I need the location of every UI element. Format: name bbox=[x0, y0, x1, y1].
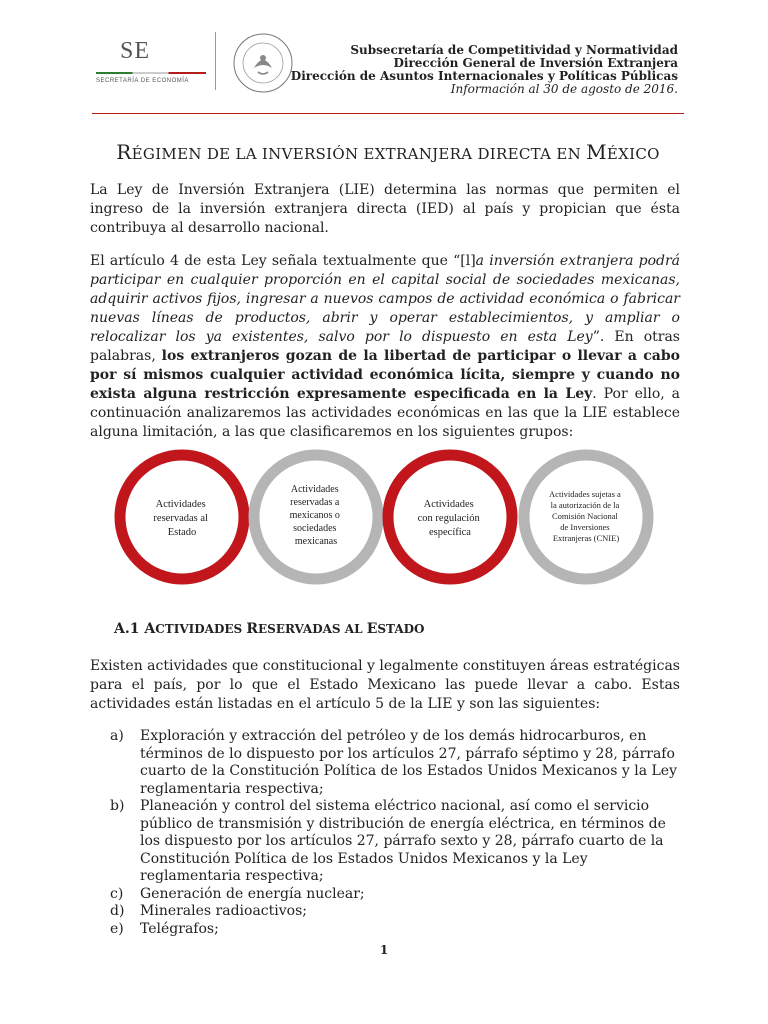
c2-line-5: mexicanas bbox=[294, 536, 338, 547]
list-item bbox=[110, 903, 680, 921]
section-cap-3: E bbox=[366, 621, 378, 637]
svg-text:Actividades reservadas a bbox=[153, 499, 210, 538]
c4-line-2: la autorización de la bbox=[550, 500, 620, 510]
paragraph-strategic-areas: Existen actividades que constitucional y legalmente constituyen áreas estratégicas para el país, por lo que el Estado Mexicano las puede llevar a cabo. Estas actividades están listadas en el artículo 5 de la LIE y son las siguientes: bbox=[90, 658, 680, 712]
header-divider bbox=[215, 32, 216, 90]
list-text: Generación de energía nuclear; bbox=[140, 885, 365, 902]
title-part-1: ÉGIMEN DE LA INVERSIÓN EXTRANJERA DIRECTA EN bbox=[131, 145, 587, 163]
circle-reserved-mexicans bbox=[254, 455, 378, 579]
list-text: Telégrafos; bbox=[140, 920, 219, 937]
reserved-activities-list bbox=[110, 728, 680, 938]
c2-line-3: mexicanos o bbox=[289, 510, 340, 521]
c3-line-2: con regulación bbox=[417, 513, 480, 524]
c4-line-4: de Inversiones bbox=[560, 522, 610, 532]
p2-end: . Por ello, a continuación analizaremos las actividades económicas en las que la LIE establece alguna limitación, a las que clasificaremos en los siguientes grupos: bbox=[90, 386, 680, 440]
title-cap-1: R bbox=[116, 140, 132, 164]
circle-reserved-state bbox=[120, 455, 244, 579]
header-line-2: Dirección General de Inversión Extranjera bbox=[393, 56, 678, 70]
c1-line-3: Estado bbox=[167, 527, 197, 538]
list-text: Minerales radioactivos; bbox=[140, 903, 307, 919]
section-word-2: ESERVADAS AL bbox=[258, 622, 367, 636]
logo-flag-bar bbox=[96, 72, 206, 74]
logo-text: SE bbox=[120, 38, 151, 64]
list-text: Exploración y extracción del petróleo y de los demás hidrocarburos, en términos de lo dispuesto por los artículos 27, párrafo séptimo y 28, párrafo cuarto de la Constitución Política de los Estados Unidos Mexicanos y la Ley reglamentaria respectiva; bbox=[140, 728, 677, 797]
title-cap-2: M bbox=[586, 140, 607, 164]
list-item bbox=[110, 798, 680, 886]
list-label: e) bbox=[110, 920, 124, 937]
c1-line-1: Actividades bbox=[155, 499, 206, 510]
logo-subtext: SECRETARÍA DE ECONOMÍA bbox=[96, 78, 189, 84]
section-word-1: CTIVIDADES bbox=[155, 622, 247, 636]
section-cap-2: R bbox=[246, 621, 259, 637]
paragraph-article-4 bbox=[90, 252, 680, 442]
se-logo bbox=[96, 38, 208, 86]
svg-text:Actividades sujetas a la bbox=[549, 489, 623, 543]
circle-specific-regulation bbox=[388, 455, 512, 579]
list-item bbox=[110, 728, 680, 798]
c2-line-2: reservadas a bbox=[290, 497, 340, 508]
page-number: 1 bbox=[379, 943, 389, 957]
svg-text:Actividades con regulaci bbox=[418, 499, 483, 538]
seal-text: ESTADOS UNIDOS MEXICANOS bbox=[300, 56, 368, 61]
c2-line-1: Actividades bbox=[290, 484, 339, 495]
section-heading-a1 bbox=[114, 621, 424, 637]
list-label: b) bbox=[110, 798, 125, 814]
header-info bbox=[291, 44, 678, 96]
circle-cnie-authorization bbox=[524, 455, 648, 579]
c1-line-2: reservadas al bbox=[153, 513, 208, 524]
header-line-1: Subsecretaría de Competitividad y Normatividad bbox=[350, 43, 678, 57]
p2-bold: los extranjeros gozan de la libertad de participar o llevar a cabo por sí mismos cualquier actividad económica lícita, siempre y cuando no exista alguna restricción expresamente especificada en la Ley bbox=[90, 348, 680, 402]
national-seal-icon bbox=[232, 32, 294, 94]
list-text: Planeación y control del sistema eléctrico nacional, así como el servicio público de transmisión y distribución de energía eléctrica, en términos de los dispuesto por los artículos 27, párrafo sexto y 28, párrafo cuarto de la Constitución Política de los Estados Unidos Mexicanos y la Ley reglamentaria respectiva; bbox=[140, 798, 666, 884]
c4-line-3: Comisión Nacional bbox=[552, 511, 618, 521]
header-rule bbox=[92, 113, 684, 114]
c2-line-4: sociedades bbox=[293, 523, 337, 534]
section-word-3: STADO bbox=[377, 622, 425, 636]
svg-text:Actividades reservadas a bbox=[290, 484, 343, 547]
section-cap-1: A bbox=[144, 621, 156, 637]
list-label: a) bbox=[110, 728, 124, 744]
c4-line-5: Extranjeras (CNIE) bbox=[552, 533, 620, 543]
page-title bbox=[92, 140, 684, 164]
p2-intro: El artículo 4 de esta Ley señala textualmente que “[l] bbox=[90, 253, 476, 269]
list-item bbox=[110, 886, 680, 904]
p2-quote: a inversión extranjera podrá participar en cualquier proporción en el capital social de sociedades mexicanas, adquirir activos fijos, ingresar a nuevos campos de actividad económica o fabricar nuevas líneas de productos, abrir y operar establecimientos, y ampliar o relocalizar los ya existentes, salvo por lo dispuesto en esta Ley bbox=[90, 253, 681, 345]
list-label: c) bbox=[110, 885, 124, 902]
list-label: d) bbox=[110, 903, 125, 919]
p2-after-quote: ”. En otras palabras, bbox=[90, 329, 680, 364]
activity-groups-diagram bbox=[110, 442, 666, 592]
header-line-3: Dirección de Asuntos Internacionales y Políticas Públicas bbox=[290, 69, 678, 83]
paragraph-intro: La Ley de Inversión Extranjera (LIE) determina las normas que permiten el ingreso de la inversión extranjera directa (IED) al país y propician que ésta contribuya al desarrollo nacional. bbox=[90, 182, 680, 236]
title-part-2: ÉXICO bbox=[606, 145, 660, 163]
c3-line-1: Actividades bbox=[423, 499, 474, 510]
header-date: Información al 30 de agosto de 2016. bbox=[450, 82, 678, 96]
c3-line-3: específica bbox=[429, 527, 471, 538]
c4-line-1: Actividades sujetas a bbox=[549, 489, 621, 499]
list-item bbox=[110, 921, 680, 939]
section-number: A.1 bbox=[114, 621, 145, 637]
